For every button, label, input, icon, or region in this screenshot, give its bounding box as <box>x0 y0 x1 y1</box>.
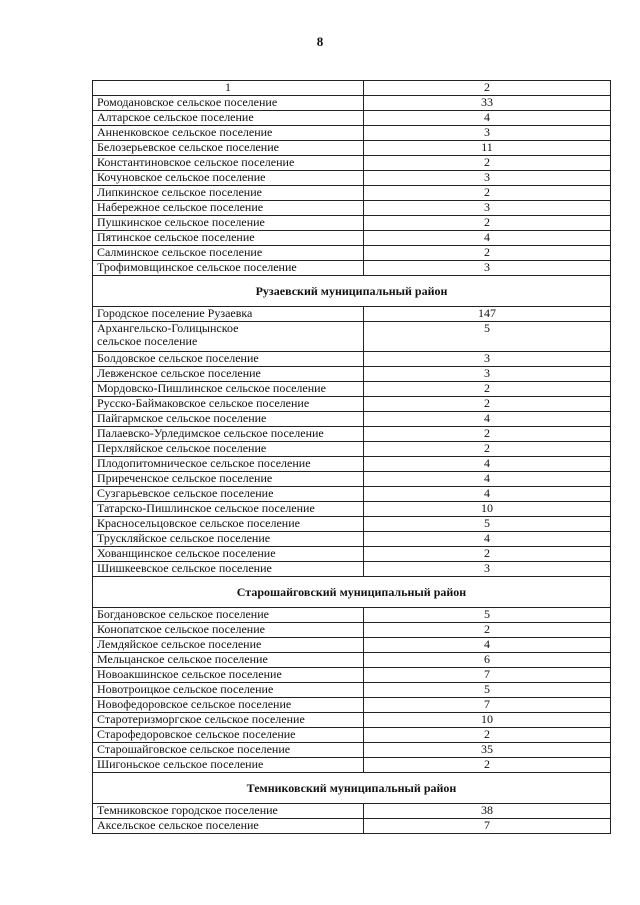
settlement-value: 2 <box>364 427 611 442</box>
settlement-value: 4 <box>364 457 611 472</box>
settlement-name: Старошайговское сельское поселение <box>97 742 291 756</box>
settlement-name: Городское поселение Рузаевка <box>97 306 253 320</box>
table-row <box>93 126 611 141</box>
table-row <box>93 668 611 683</box>
settlement-value: 7 <box>364 698 611 713</box>
settlement-name: Шигоньское сельское поселение <box>97 757 264 771</box>
table-row <box>93 322 611 352</box>
settlement-value: 35 <box>364 743 611 758</box>
settlement-value: 2 <box>364 547 611 562</box>
section-heading: Темниковский муниципальный район <box>93 773 611 804</box>
settlement-name: Набережное сельское поселение <box>97 200 264 214</box>
settlement-name: Красносельцовское сельское поселение <box>97 516 300 530</box>
table-row <box>93 246 611 261</box>
table-row <box>93 261 611 276</box>
settlement-name: Кочуновское сельское поселение <box>97 170 266 184</box>
section-heading-row <box>93 773 611 804</box>
settlement-name-cell <box>93 261 364 276</box>
settlement-value: 2 <box>364 442 611 457</box>
settlement-name-cell <box>93 502 364 517</box>
settlement-name: Приреченское сельское поселение <box>97 471 273 485</box>
settlement-name: Константиновское сельское поселение <box>97 155 295 169</box>
table-row <box>93 547 611 562</box>
settlement-name-cell <box>93 653 364 668</box>
table-row <box>93 141 611 156</box>
settlement-name-cell <box>93 562 364 577</box>
settlement-name: Старофедоровское сельское поселение <box>97 727 296 741</box>
table-row <box>93 186 611 201</box>
settlement-name-cell <box>93 156 364 171</box>
table-row <box>93 96 611 111</box>
settlement-name: Новофедоровское сельское поселение <box>97 697 292 711</box>
settlement-name: Архангельско-Голицынское <box>97 321 239 335</box>
settlement-name-cell <box>93 307 364 322</box>
settlement-value: 7 <box>364 819 611 834</box>
settlement-name: Перхляйское сельское поселение <box>97 441 267 455</box>
settlement-value: 4 <box>364 412 611 427</box>
settlement-name: Сузгарьевское сельское поселение <box>97 486 274 500</box>
settlement-name: Пушкинское сельское поселение <box>97 215 265 229</box>
settlement-name-cell <box>93 532 364 547</box>
table-row <box>93 201 611 216</box>
settlement-name: Болдовское сельское поселение <box>97 351 259 365</box>
table-row <box>93 623 611 638</box>
settlement-name: Шишкеевское сельское поселение <box>97 561 272 575</box>
settlement-name-cell <box>93 547 364 562</box>
settlement-value: 2 <box>364 382 611 397</box>
section-heading: Старошайговский муниципальный район <box>93 577 611 608</box>
section-heading-row <box>93 577 611 608</box>
settlement-value: 5 <box>364 608 611 623</box>
settlement-name: Плодопитомническое сельское поселение <box>97 456 311 470</box>
settlement-name-cell <box>93 96 364 111</box>
settlement-value: 3 <box>364 126 611 141</box>
settlement-value: 7 <box>364 668 611 683</box>
table-row <box>93 171 611 186</box>
table-row <box>93 397 611 412</box>
settlement-name-cell <box>93 186 364 201</box>
settlement-name-cell <box>93 713 364 728</box>
settlement-value: 3 <box>364 367 611 382</box>
settlement-name: Алтарское сельское поселение <box>97 110 254 124</box>
settlement-name: Левженское сельское поселение <box>97 366 261 380</box>
settlement-name-cell <box>93 819 364 834</box>
settlement-name-cell <box>93 457 364 472</box>
settlement-name-cell <box>93 427 364 442</box>
settlement-value: 33 <box>364 96 611 111</box>
settlement-name: Мельцанское сельское поселение <box>97 652 268 666</box>
settlement-name-cell <box>93 397 364 412</box>
settlement-value: 5 <box>364 322 611 352</box>
settlement-value: 2 <box>364 397 611 412</box>
settlement-value: 4 <box>364 487 611 502</box>
settlement-name-cell <box>93 758 364 773</box>
settlement-value: 3 <box>364 352 611 367</box>
settlement-name-cell <box>93 382 364 397</box>
settlement-name: Пайгармское сельское поселение <box>97 411 267 425</box>
settlement-name-cell <box>93 367 364 382</box>
settlement-name-cell <box>93 352 364 367</box>
page-number: 8 <box>316 34 324 49</box>
table-row <box>93 683 611 698</box>
settlement-name-cell <box>93 804 364 819</box>
settlement-name: Пятинское сельское поселение <box>97 230 255 244</box>
settlement-value: 2 <box>364 156 611 171</box>
section-heading-row <box>93 276 611 307</box>
settlement-name: Лемдяйское сельское поселение <box>97 637 262 651</box>
settlement-name-cell <box>93 728 364 743</box>
settlement-name: Новотроицкое сельское поселение <box>97 682 274 696</box>
settlement-name-cell <box>93 201 364 216</box>
settlement-value: 2 <box>364 216 611 231</box>
table-row <box>93 307 611 322</box>
settlement-value: 3 <box>364 562 611 577</box>
table-row <box>93 442 611 457</box>
settlement-name-cell <box>93 487 364 502</box>
settlement-name-cell <box>93 442 364 457</box>
table-row <box>93 367 611 382</box>
settlement-name-cell <box>93 668 364 683</box>
settlement-name-cell <box>93 171 364 186</box>
settlement-name: Анненковское сельское поселение <box>97 125 273 139</box>
settlement-name: Новоакшинское сельское поселение <box>97 667 282 681</box>
settlement-name-cell <box>93 126 364 141</box>
settlement-name-cell <box>93 111 364 126</box>
settlement-name-cell <box>93 638 364 653</box>
settlement-name-cell <box>93 683 364 698</box>
table-row <box>93 502 611 517</box>
settlement-name-cell <box>93 141 364 156</box>
table-row <box>93 517 611 532</box>
settlement-name-cell <box>93 623 364 638</box>
settlement-name: Салминское сельское поселение <box>97 245 263 259</box>
table-header-row <box>93 81 611 96</box>
table-row <box>93 638 611 653</box>
settlement-value: 10 <box>364 502 611 517</box>
settlement-name-cell <box>93 412 364 427</box>
table-body <box>93 81 611 834</box>
table-row <box>93 231 611 246</box>
settlement-name-cell <box>93 216 364 231</box>
settlement-name: Старотеризморгское сельское поселение <box>97 712 305 726</box>
settlement-name-cell <box>93 608 364 623</box>
table-row <box>93 608 611 623</box>
settlements-table <box>92 80 611 834</box>
settlement-name-line2: сельское поселение <box>97 334 198 348</box>
settlement-value: 2 <box>364 186 611 201</box>
settlement-name-cell <box>93 743 364 758</box>
table-row <box>93 472 611 487</box>
column-2-header: 2 <box>364 81 611 96</box>
settlement-name: Белозерьевское сельское поселение <box>97 140 279 154</box>
table-row <box>93 532 611 547</box>
settlement-value: 5 <box>364 683 611 698</box>
settlement-name-cell <box>93 472 364 487</box>
settlement-name-cell <box>93 322 364 352</box>
settlement-value: 4 <box>364 472 611 487</box>
table-row <box>93 698 611 713</box>
settlement-value: 2 <box>364 246 611 261</box>
settlement-name: Палаевско-Урледимское сельское поселение <box>97 426 324 440</box>
settlement-value: 10 <box>364 713 611 728</box>
table-row <box>93 653 611 668</box>
settlement-value: 3 <box>364 201 611 216</box>
table-row <box>93 487 611 502</box>
settlement-value: 2 <box>364 758 611 773</box>
table-row <box>93 713 611 728</box>
settlement-value: 4 <box>364 532 611 547</box>
table-row <box>93 562 611 577</box>
column-1-header: 1 <box>93 81 364 96</box>
settlement-name-cell <box>93 698 364 713</box>
settlement-name: Ромодановское сельское поселение <box>97 95 278 109</box>
settlement-name-cell <box>93 246 364 261</box>
settlement-name: Русско-Баймаковское сельское поселение <box>97 396 310 410</box>
table-row <box>93 216 611 231</box>
settlement-value: 147 <box>364 307 611 322</box>
settlement-name-cell <box>93 231 364 246</box>
table-row <box>93 728 611 743</box>
settlement-name: Мордовско-Пишлинское сельское поселение <box>97 381 326 395</box>
settlement-value: 5 <box>364 517 611 532</box>
settlement-value: 3 <box>364 261 611 276</box>
settlement-name: Липкинское сельское поселение <box>97 185 262 199</box>
settlement-name: Темниковское городское поселение <box>97 803 278 817</box>
settlement-name-cell <box>93 517 364 532</box>
table-row <box>93 427 611 442</box>
settlement-value: 11 <box>364 141 611 156</box>
table-row <box>93 743 611 758</box>
settlement-value: 6 <box>364 653 611 668</box>
settlement-value: 38 <box>364 804 611 819</box>
table-row <box>93 382 611 397</box>
table-row <box>93 819 611 834</box>
settlement-value: 4 <box>364 231 611 246</box>
settlement-value: 4 <box>364 111 611 126</box>
settlement-name: Богдановское сельское поселение <box>97 607 269 621</box>
table-row <box>93 758 611 773</box>
table-row <box>93 111 611 126</box>
table-row <box>93 457 611 472</box>
settlement-name: Хованщинское сельское поселение <box>97 546 276 560</box>
settlement-name: Трускляйское сельское поселение <box>97 531 271 545</box>
settlement-value: 4 <box>364 638 611 653</box>
settlement-name: Трофимовщинское сельское поселение <box>97 260 297 274</box>
table-row <box>93 352 611 367</box>
section-heading: Рузаевский муниципальный район <box>93 276 611 307</box>
settlement-value: 3 <box>364 171 611 186</box>
table-row <box>93 412 611 427</box>
settlement-value: 2 <box>364 728 611 743</box>
table-row <box>93 804 611 819</box>
settlement-value: 2 <box>364 623 611 638</box>
settlement-name: Татарско-Пишлинское сельское поселение <box>97 501 315 515</box>
settlement-name: Аксельское сельское поселение <box>97 818 259 832</box>
table-row <box>93 156 611 171</box>
settlement-name: Конопатское сельское поселение <box>97 622 265 636</box>
